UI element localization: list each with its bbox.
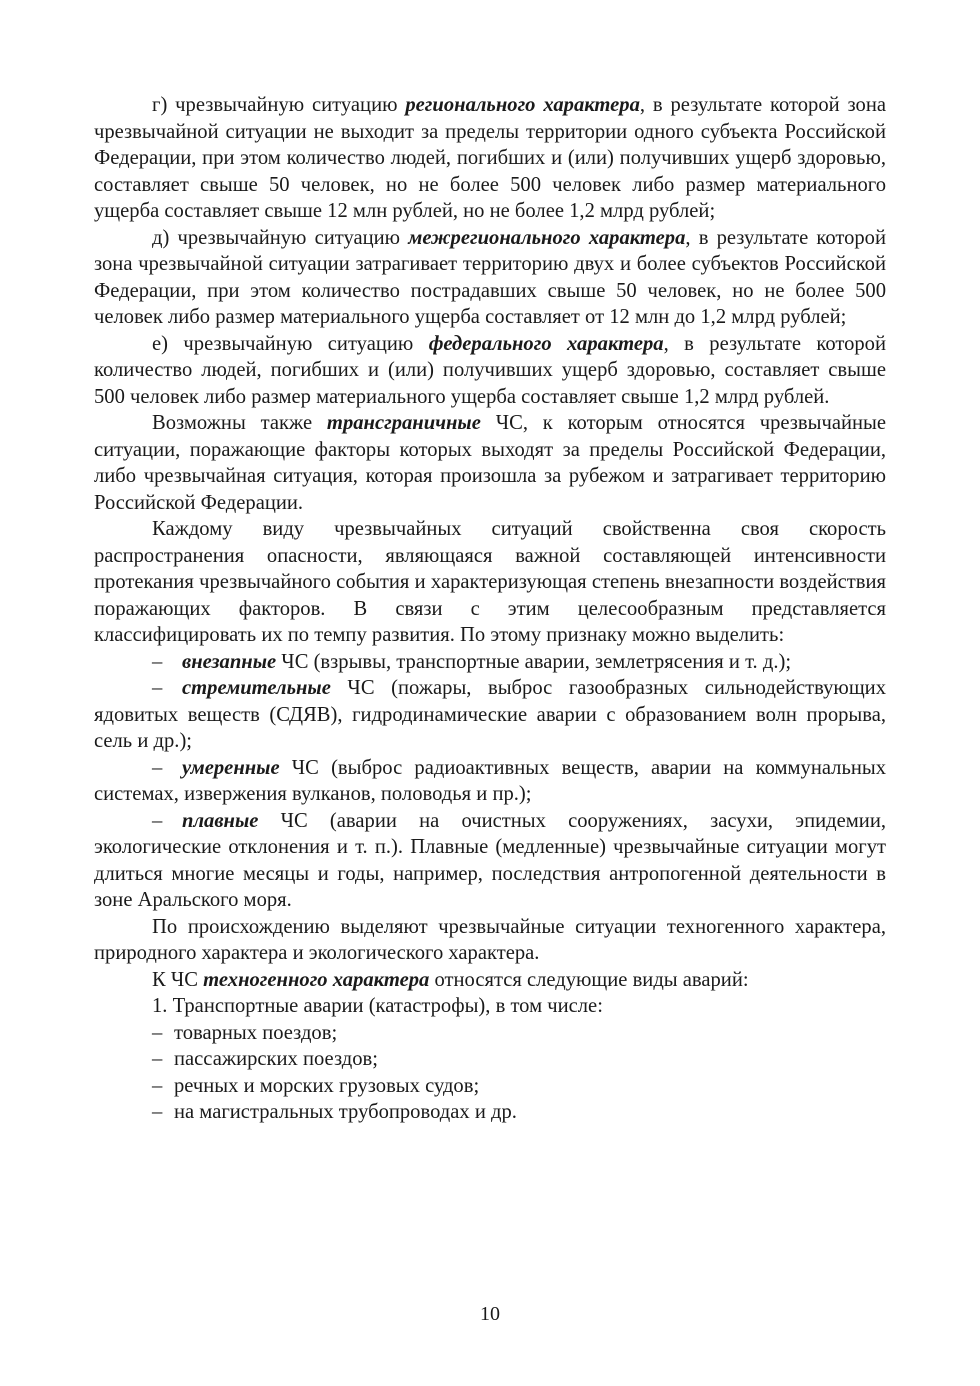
paragraph-regional: г) чрезвычайную ситуацию регионального характера, в результате которой зона чрезвычайной ситуации не выходит за пределы территории одного субъекта Российской Федерации, при этом количество людей, погибших и (или) получивших ущерб здоровью, составляет свыше 50 человек, но не более 500 человек либо размер материального ущерба составляет свыше 12 млн рублей, но не более 1,2 млрд рублей; <box>94 94 886 222</box>
paragraph-technogenic-intro: К ЧС техногенного характера относятся следующие виды аварий: <box>152 968 749 991</box>
term-interregional: межрегионального характера <box>408 226 686 249</box>
dash-marker: – <box>152 1048 163 1070</box>
term-transboundary: трансграничные <box>326 412 481 434</box>
list-item-moderate: – умеренные ЧС (выброс радиоактивных веществ, аварии на коммунальных системах, извержения вулканов, половодья и пр.); <box>94 756 886 805</box>
dash-marker: – <box>152 756 163 779</box>
term-rapid: стремительные <box>182 677 331 699</box>
term-technogenic: техногенного характера <box>203 968 430 991</box>
dash-marker: – <box>152 1101 163 1123</box>
paragraph-origin: По происхождению выделяют чрезвычайные ситуации техногенного характера, природного характера и экологического характера. <box>94 915 886 964</box>
transport-item: – на магистральных трубопроводах и др. <box>94 1099 886 1126</box>
transport-item: – речных и морских грузовых судов; <box>94 1073 886 1100</box>
dash-marker: – <box>152 650 163 673</box>
list-item-sudden: – внезапные ЧС (взрывы, транспортные аварии, землетрясения и т. д.); <box>94 649 886 676</box>
dash-marker: – <box>152 809 163 832</box>
dash-marker: – <box>152 1074 163 1097</box>
term-sudden: внезапные <box>182 650 277 673</box>
page-number: 10 <box>480 1303 500 1325</box>
list-item-rapid: – стремительные ЧС (пожары, выброс газообразных сильнодействующих ядовитых веществ (СДЯВ), гидродинамические аварии с образованием волн прорыва, сель и др.); <box>94 677 886 752</box>
term-moderate: умеренные <box>182 756 280 779</box>
paragraph-interregional: д) чрезвычайную ситуацию межрегионального характера, в результате которой зона чрезвычайной ситуации затрагивает территорию двух и более субъектов Российской Федерации, при этом количество пострадавших свыше 50 человек, но не более 500 человек либо размер материального ущерба составляет от 12 млн до 1,2 млрд рублей; <box>94 226 887 328</box>
paragraph-transboundary: Возможны также трансграничные ЧС, к которым относятся чрезвычайные ситуации, поражающие факторы которых выходят за пределы Российской Федерации, либо чрезвычайная ситуация, которая произошла за рубежом и затрагивает территорию Российской Федерации. <box>94 412 887 514</box>
dash-marker: – <box>152 677 163 699</box>
dash-marker: – <box>152 1021 163 1044</box>
paragraph-speed-intro: Каждому виду чрезвычайных ситуаций свойственна своя скорость распространения опасности, являющаяся важной составляющей интенсивности протекания чрезвычайного события и характеризующая степень внезапности воздействия поражающих факторов. В связи с этим целесообразным представляется классифицировать их по темпу развития. По этому признаку можно выделить: <box>94 518 886 646</box>
paragraph-federal: е) чрезвычайную ситуацию федерального характера, в результате которой количество людей, погибших и (или) получивших ущерб здоровью, составляет свыше 500 человек либо размер материального ущерба составляет свыше 1,2 млрд рублей. <box>94 332 886 408</box>
transport-heading: 1. Транспортные аварии (катастрофы), в том числе: <box>152 995 603 1017</box>
page-body <box>94 92 886 1126</box>
transport-item: – пассажирских поездов; <box>94 1046 886 1073</box>
term-smooth: плавные <box>182 809 259 832</box>
term-federal: федерального характера <box>428 332 664 355</box>
list-item-smooth: – плавные ЧС (аварии на очистных сооружениях, засухи, эпидемии, экологические отклонения и т. п.). Плавные (медленные) чрезвычайные ситуации могут длиться многие месяцы и годы, например, последствия антропогенной деятельности в зоне Аральского моря. <box>94 809 886 911</box>
term-regional: регионального характера <box>405 94 640 116</box>
transport-item: – товарных поездов; <box>94 1020 886 1047</box>
